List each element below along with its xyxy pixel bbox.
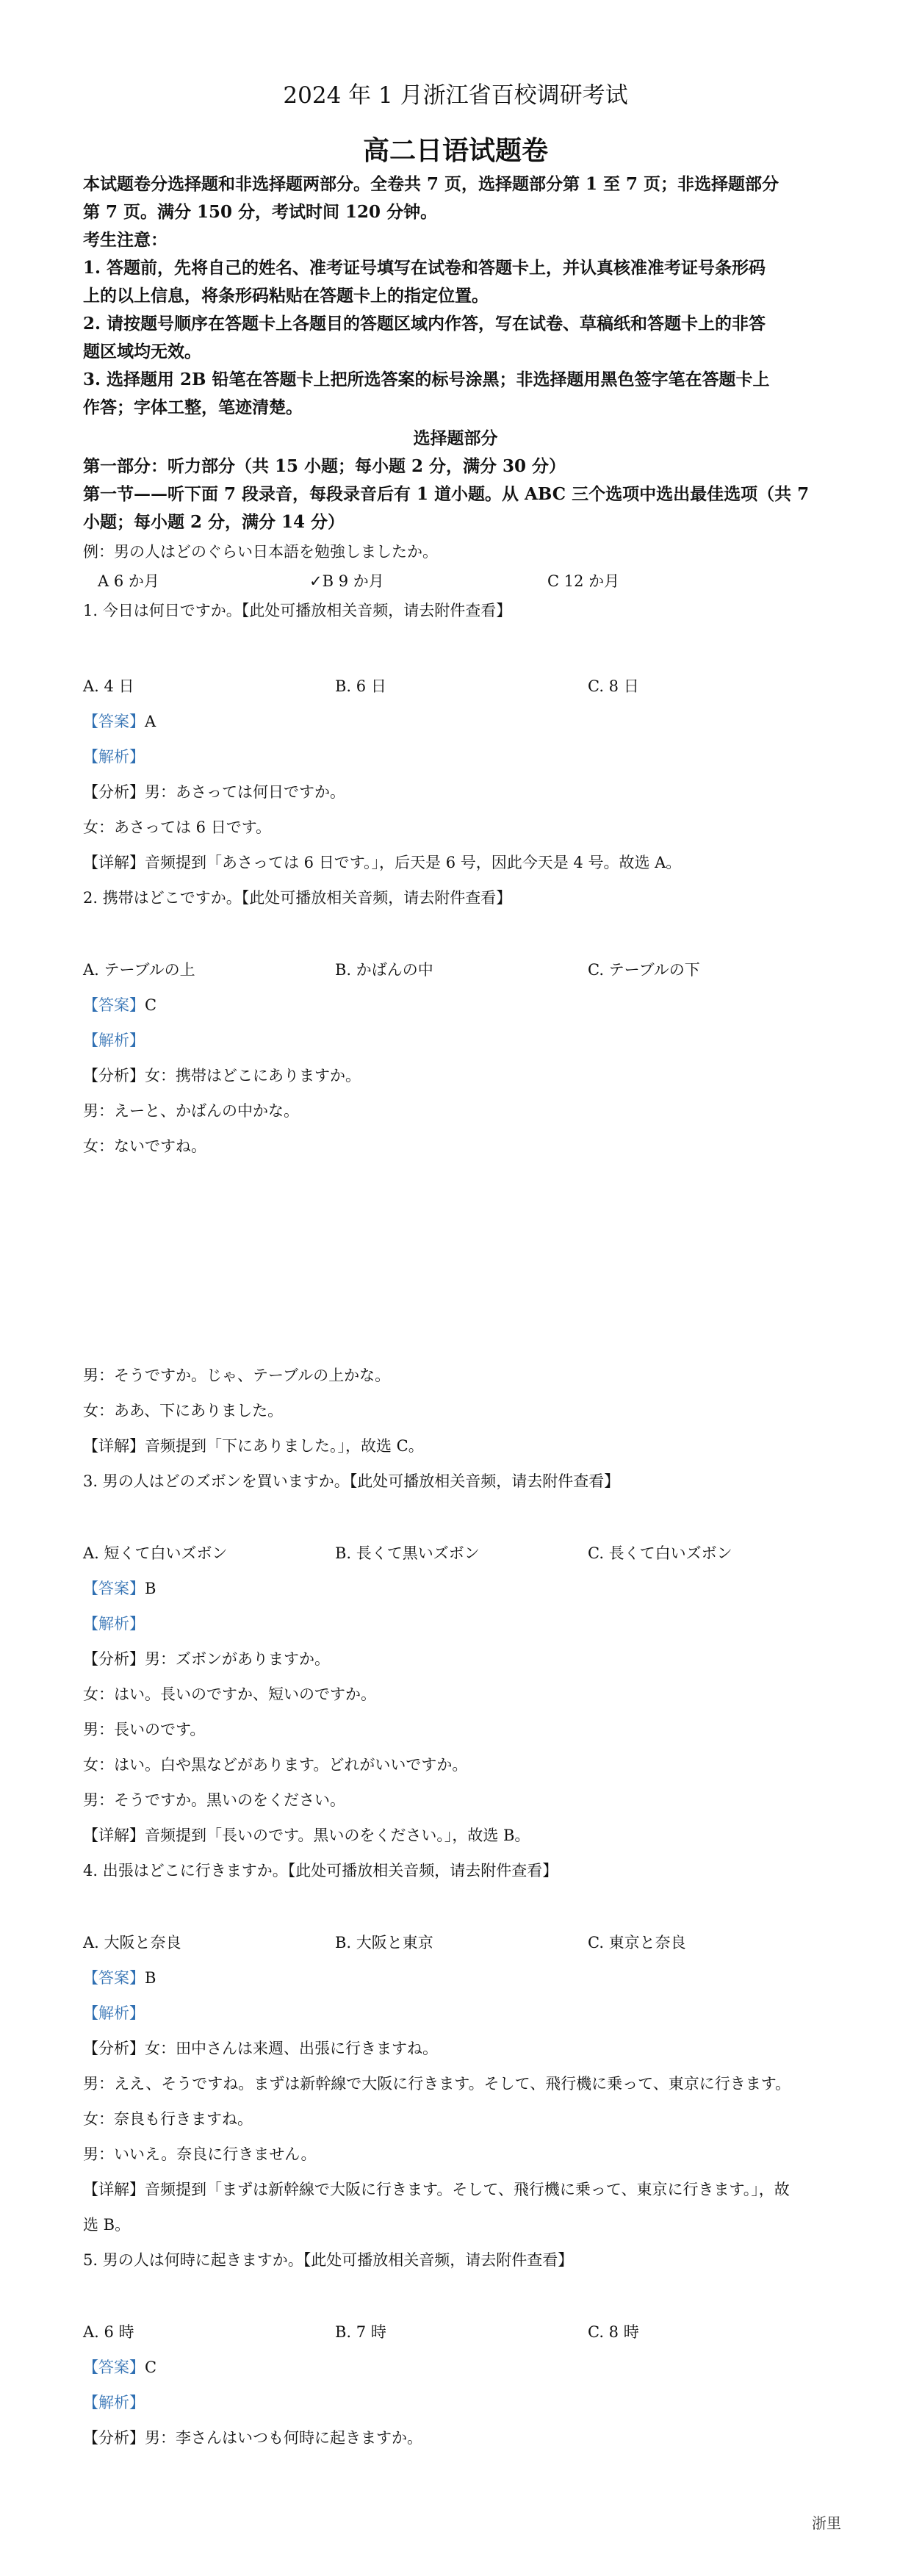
option-b: B. 大阪と東京 [335,1934,433,1951]
question-2: 2. 携帯はどこですか。【此处可播放相关音频，请去附件查看】 [83,889,512,907]
question-3-options [83,1541,840,1564]
section-heading: 选择题部分 [413,428,498,448]
answer-value: B [145,1580,156,1597]
answer-label: 【答案】 [83,1580,145,1597]
option-a: A 6 か月 [98,572,159,590]
analysis-line: 【分析】男：ズボンがありますか。 [83,1650,330,1668]
answer-label: 【答案】 [83,1969,145,1987]
analysis-line: 女：あさっては 6 日です。 [83,819,272,836]
answer-value: A [145,713,156,730]
analysis-line: 【分析】男：あさっては何日ですか。 [83,783,345,801]
option-b: B. 6 日 [335,677,386,695]
analysis-line: 男：そうですか。黒いのをください。 [83,1791,345,1809]
answer-line [83,1966,840,1988]
analysis-line: 女：ああ、下にありました。 [83,1402,284,1420]
analysis-line: 女：ないですね。 [83,1137,206,1155]
answer-line [83,1577,840,1599]
analysis-line: 【详解】音频提到「あさっては 6 日です。」，后天是 6 号，因此今天是 4 号。故选 A。 [83,854,682,871]
answer-value: B [145,1969,156,1987]
option-a: A. 4 日 [83,677,134,695]
intro-line: 第 7 页。满分 150 分，考试时间 120 分钟。 [83,202,438,222]
question-5: 5. 男の人は何時に起きますか。【此处可播放相关音频，请去附件查看】 [83,2251,574,2269]
option-c: C. 東京と奈良 [588,1934,686,1951]
analysis-line: 男：えーと、かばんの中かな。 [83,1102,299,1120]
analysis-line: 【详解】音频提到「長いのです。黒いのをください。」，故选 B。 [83,1827,530,1844]
option-a: A. 短くて白いズボン [83,1544,228,1562]
analysis-label: 【解析】 [83,1032,145,1049]
question-4: 4. 出張はどこに行きますか。【此处可播放相关音频，请去附件查看】 [83,1862,558,1879]
answer-value: C [145,996,157,1014]
part-heading: 第一部分：听力部分（共 15 小题；每小题 2 分，满分 30 分） [83,456,566,476]
question-4-options [83,1931,840,1953]
option-b: B. 長くて黒いズボン [335,1544,480,1562]
analysis-label: 【解析】 [83,2394,145,2411]
analysis-line: 【详解】音频提到「まずは新幹線で大阪に行きます。そして、飛行機に乗って、東京に行きます。」，故 [83,2181,790,2198]
analysis-line: 【分析】男：李さんはいつも何時に起きますか。 [83,2429,422,2447]
answer-line [83,2356,840,2378]
question-3: 3. 男の人はどのズボンを買いますか。【此处可播放相关音频，请去附件查看】 [83,1472,620,1490]
exam-title: 2024 年 1 月浙江省百校调研考试 [283,82,628,109]
intro-line: 1. 答题前，先将自己的姓名、准考证号填写在试卷和答题卡上，并认真核准准考证号条形码 [83,258,766,278]
analysis-line: 女：はい。白や黒などがあります。どれがいいですか。 [83,1756,468,1774]
analysis-line: 【分析】女：携帯はどこにありますか。 [83,1067,361,1084]
option-b: ✓B 9 か月 [309,572,384,590]
analysis-line: 女：奈良も行きますね。 [83,2110,253,2128]
question-5-options [83,2320,840,2342]
section-instruction: 小题；每小题 2 分，满分 14 分） [83,512,345,532]
analysis-line: 选 B。 [83,2216,131,2234]
answer-label: 【答案】 [83,996,145,1014]
option-c: C. 長くて白いズボン [588,1544,732,1562]
question-2-options [83,958,840,980]
example-options [83,569,840,591]
analysis-label: 【解析】 [83,1615,145,1633]
intro-line: 作答；字体工整，笔迹清楚。 [83,397,303,417]
analysis-line: 男：ええ、そうですね。まずは新幹線で大阪に行きます。そして、飛行機に乗って、東京に行きます。 [83,2075,791,2093]
question-1-options [83,674,840,697]
intro-line: 考生注意： [83,230,168,250]
option-a: A. テーブルの上 [83,961,195,979]
analysis-label: 【解析】 [83,748,145,766]
option-a: A. 6 時 [83,2323,134,2341]
option-a: A. 大阪と奈良 [83,1934,181,1951]
answer-label: 【答案】 [83,2359,145,2376]
answer-line [83,993,840,1015]
intro-line: 题区域均无效。 [83,342,201,361]
analysis-line: 男：いいえ。奈良に行きません。 [83,2145,317,2163]
option-b: B. かばんの中 [335,961,433,979]
analysis-line: 男：長いのです。 [83,1721,206,1738]
exam-subtitle: 高二日语试题卷 [362,135,548,166]
option-b: B. 7 時 [335,2323,386,2341]
option-c: C. テーブルの下 [588,961,700,979]
analysis-label: 【解析】 [83,2004,145,2022]
analysis-line: 【详解】音频提到「下にありました。」，故选 C。 [83,1437,424,1455]
option-c: C. 8 日 [588,677,639,695]
option-c: C. 8 時 [588,2323,639,2341]
answer-line [83,710,840,732]
option-c: C 12 か月 [547,572,620,590]
analysis-line: 【分析】女：田中さんは来週、出張に行きますね。 [83,2040,438,2057]
intro-line: 2. 请按题号顺序在答题卡上各题目的答题区域内作答，写在试卷、草稿纸和答题卡上的非答 [83,314,766,334]
intro-line: 3. 选择题用 2B 铅笔在答题卡上把所选答案的标号涂黑；非选择题用黑色签字笔在答题卡上 [83,370,770,389]
analysis-line: 男：そうですか。じゃ、テーブルの上かな。 [83,1367,391,1384]
analysis-line: 女：はい。長いのですか、短いのですか。 [83,1685,376,1703]
answer-value: C [145,2359,157,2376]
page-footer: 浙里 [812,2514,841,2532]
section-instruction: 第一节——听下面 7 段录音，每段录音后有 1 道小题。从 ABC 三个选项中选出最佳选项（共 7 [83,484,810,504]
example-question: 例：男の人はどのぐらい日本語を勉強しましたか。 [83,543,438,561]
question-1: 1. 今日は何日ですか。【此处可播放相关音频，请去附件查看】 [83,602,512,619]
answer-label: 【答案】 [83,713,145,730]
intro-line: 本试题卷分选择题和非选择题两部分。全卷共 7 页，选择题部分第 1 至 7 页；非选择题部分 [83,174,779,194]
intro-line: 上的以上信息，将条形码粘贴在答题卡上的指定位置。 [83,286,489,306]
